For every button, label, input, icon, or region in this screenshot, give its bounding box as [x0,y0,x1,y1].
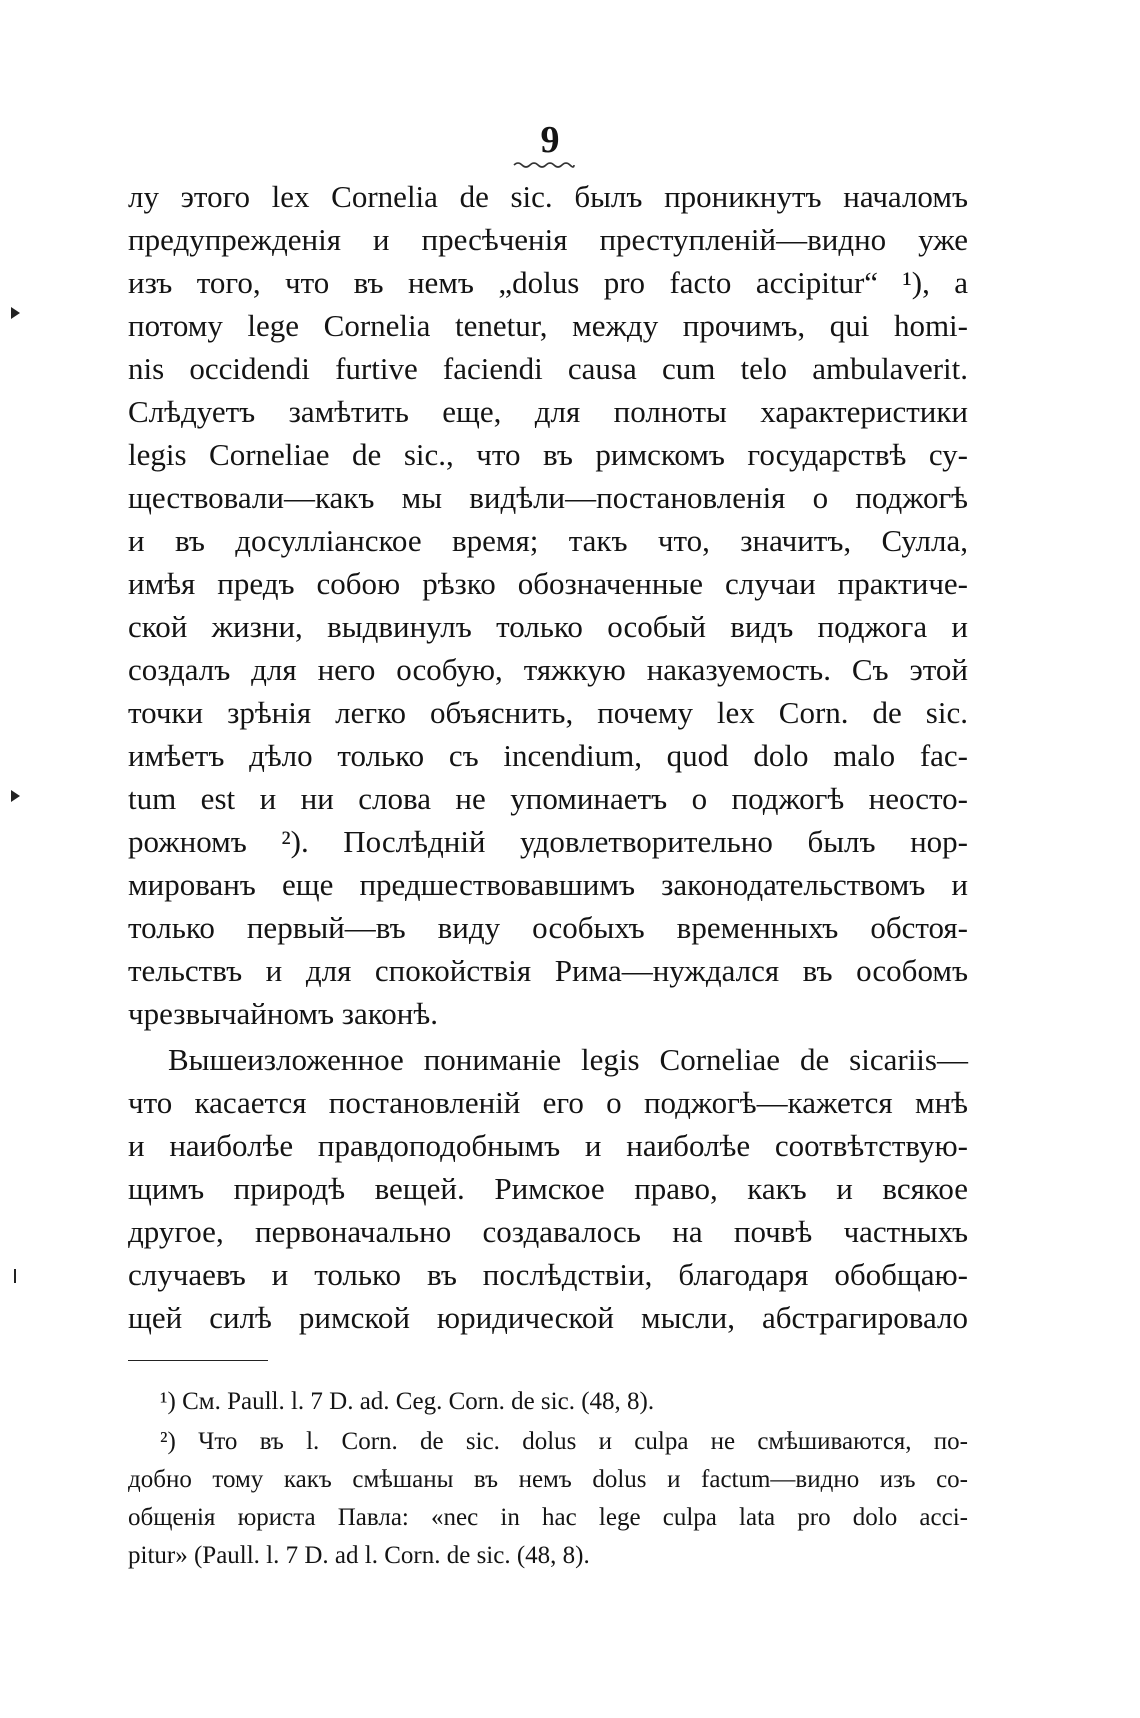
footnote-marker: ²) [160,1428,176,1455]
footnote-line: добно тому какъ смѣшаны въ немъ dolus и factum—видно изъ со- [128,1466,968,1493]
body-line: точки зрѣнія легко объяснить, почему lex Corn. de sic. [128,695,968,730]
body-line: щимъ природѣ вещей. Римское право, какъ и всякое [128,1171,968,1206]
body-line: имѣетъ дѣло только съ incendium, quod dolo malo fac- [128,738,968,773]
body-line: legis Corneliae de sic., что въ римскомъ государствѣ су- [128,437,968,472]
body-line: случаевъ и только въ послѣдствіи, благодаря обобщаю- [128,1257,968,1292]
page-number: 9 [540,119,560,161]
body-line: создалъ для него особую, тяжкую наказуемость. Съ этой [128,652,968,687]
body-line: изъ того, что въ немъ „dolus pro facto accipitur“ ¹), а [128,265,968,300]
body-line: имѣя предъ собою рѣзко обозначенные случаи практиче- [128,566,968,601]
body-line: ской жизни, выдвинулъ только особый видъ поджога и [128,609,968,644]
body-line: только первый—въ виду особыхъ временныхъ обстоя- [128,910,968,945]
body-line: и въ досулліанское время; такъ что, значитъ, Сулла, [128,523,968,558]
margin-arrow-icon [10,305,22,321]
body-line: ществовали—какъ мы видѣли—постановленія о поджогѣ [128,480,968,515]
body-line: рожномъ ²). Послѣдній удовлетворительно былъ нор- [128,824,968,859]
body-line: потому lege Cornelia tenetur, между прочимъ, qui homi- [128,308,968,343]
wavy-ornament [512,160,576,170]
footnote-line: общенія юриста Павла: «nec in hac lege culpa lata pro dolo acci- [128,1504,968,1531]
footnote-2 [160,1425,968,1459]
footnote-line: pitur» (Paull. l. 7 D. ad l. Corn. de sic. (48, 8). [128,1542,590,1569]
footnote-text: Что въ l. Corn. de sic. dolus и culpa не смѣшиваются, по- [198,1428,969,1455]
footnote-marker: ¹) [160,1388,176,1415]
body-line: мированъ еще предшествовавшимъ законодательствомъ и [128,867,968,902]
margin-arrow-icon [10,788,22,804]
body-line: предупрежденія и пресѣченія преступленій—видно уже [128,222,968,257]
body-line: что касается постановленій его о поджогѣ—кажется мнѣ [128,1085,968,1120]
body-line: чрезвычайномъ законѣ. [128,996,438,1031]
body-line: щей силѣ римской юридической мысли, абстрагировало [128,1300,968,1335]
body-line: tum est и ни слова не упоминаетъ о поджогѣ неосто- [128,781,968,816]
body-line: другое, первоначально создавалось на почвѣ частныхъ [128,1214,968,1249]
footnote-1 [160,1385,968,1419]
footnote-divider [128,1360,268,1361]
body-line: Вышеизложенное пониманіе legis Corneliae de sicariis— [168,1042,968,1077]
body-line: nis occidendi furtive faciendi causa cum telo ambulaverit. [128,351,968,386]
body-line: лу этого lex Cornelia de sic. былъ проникнутъ началомъ [128,179,968,214]
margin-tick-icon [12,1268,18,1284]
footnote-text: См. Paull. l. 7 D. ad. Ceg. Corn. de sic. (48, 8). [182,1388,655,1415]
body-line: тельствъ и для спокойствія Рима—нуждался въ особомъ [128,953,968,988]
body-line: и наиболѣе правдоподобнымъ и наиболѣе соотвѣтствую- [128,1128,968,1163]
body-line: Слѣдуетъ замѣтить еще, для полноты характеристики [128,394,968,429]
